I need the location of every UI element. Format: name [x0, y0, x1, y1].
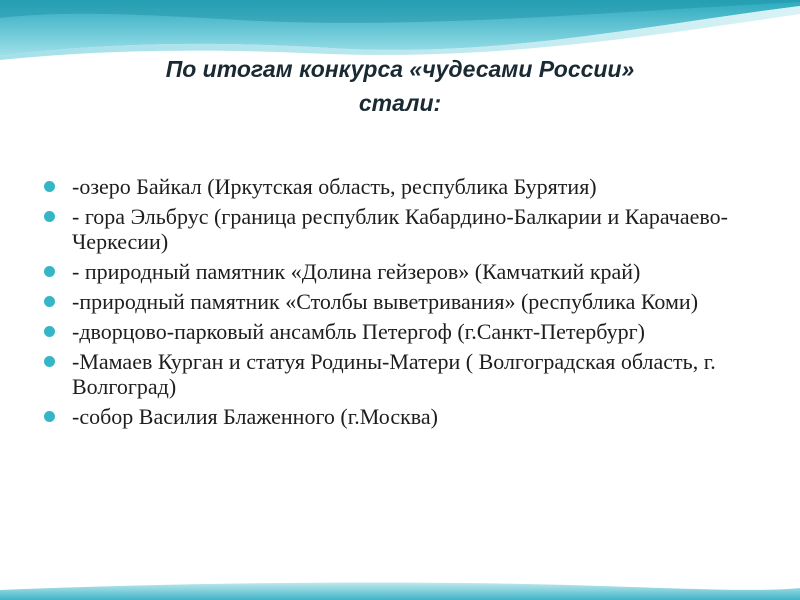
bullet-list — [44, 174, 774, 434]
list-item-text: -дворцово-парковый ансамбль Петергоф (г.Санкт-Петербург) — [72, 319, 645, 344]
slide-title — [60, 52, 740, 120]
title-line-1: По итогам конкурса «чудесами России» — [165, 56, 635, 82]
list-item-text: - природный памятник «Долина гейзеров» (Камчаткий край) — [72, 259, 641, 284]
list-item-text: - гора Эльбрус (граница республик Кабардино-Балкарии и Карачаево-Черкесии) — [72, 204, 728, 254]
bullet-icon — [44, 211, 55, 222]
list-item — [44, 174, 774, 199]
list-item-text: -собор Василия Блаженного (г.Москва) — [72, 404, 438, 429]
bullet-icon — [44, 411, 55, 422]
bullet-icon — [44, 356, 55, 367]
bullet-icon — [44, 266, 55, 277]
list-item — [44, 259, 774, 284]
bullet-icon — [44, 326, 55, 337]
list-item-text: -природный памятник «Столбы выветривания» (республика Коми) — [72, 289, 699, 314]
bullet-icon — [44, 296, 55, 307]
list-item-text: -озеро Байкал (Иркутская область, республика Бурятия) — [72, 174, 597, 199]
list-item-text: -Мамаев Курган и статуя Родины-Матери ( Волгоградская область, г. Волгоград) — [72, 349, 716, 399]
list-item — [44, 404, 774, 429]
title-line-2: стали: — [358, 90, 442, 116]
list-item — [44, 204, 774, 254]
bottom-wave-decoration — [0, 578, 800, 600]
top-wave-decoration — [0, 0, 800, 60]
list-item — [44, 289, 774, 314]
list-item — [44, 319, 774, 344]
list-item — [44, 349, 774, 399]
bullet-icon — [44, 181, 55, 192]
